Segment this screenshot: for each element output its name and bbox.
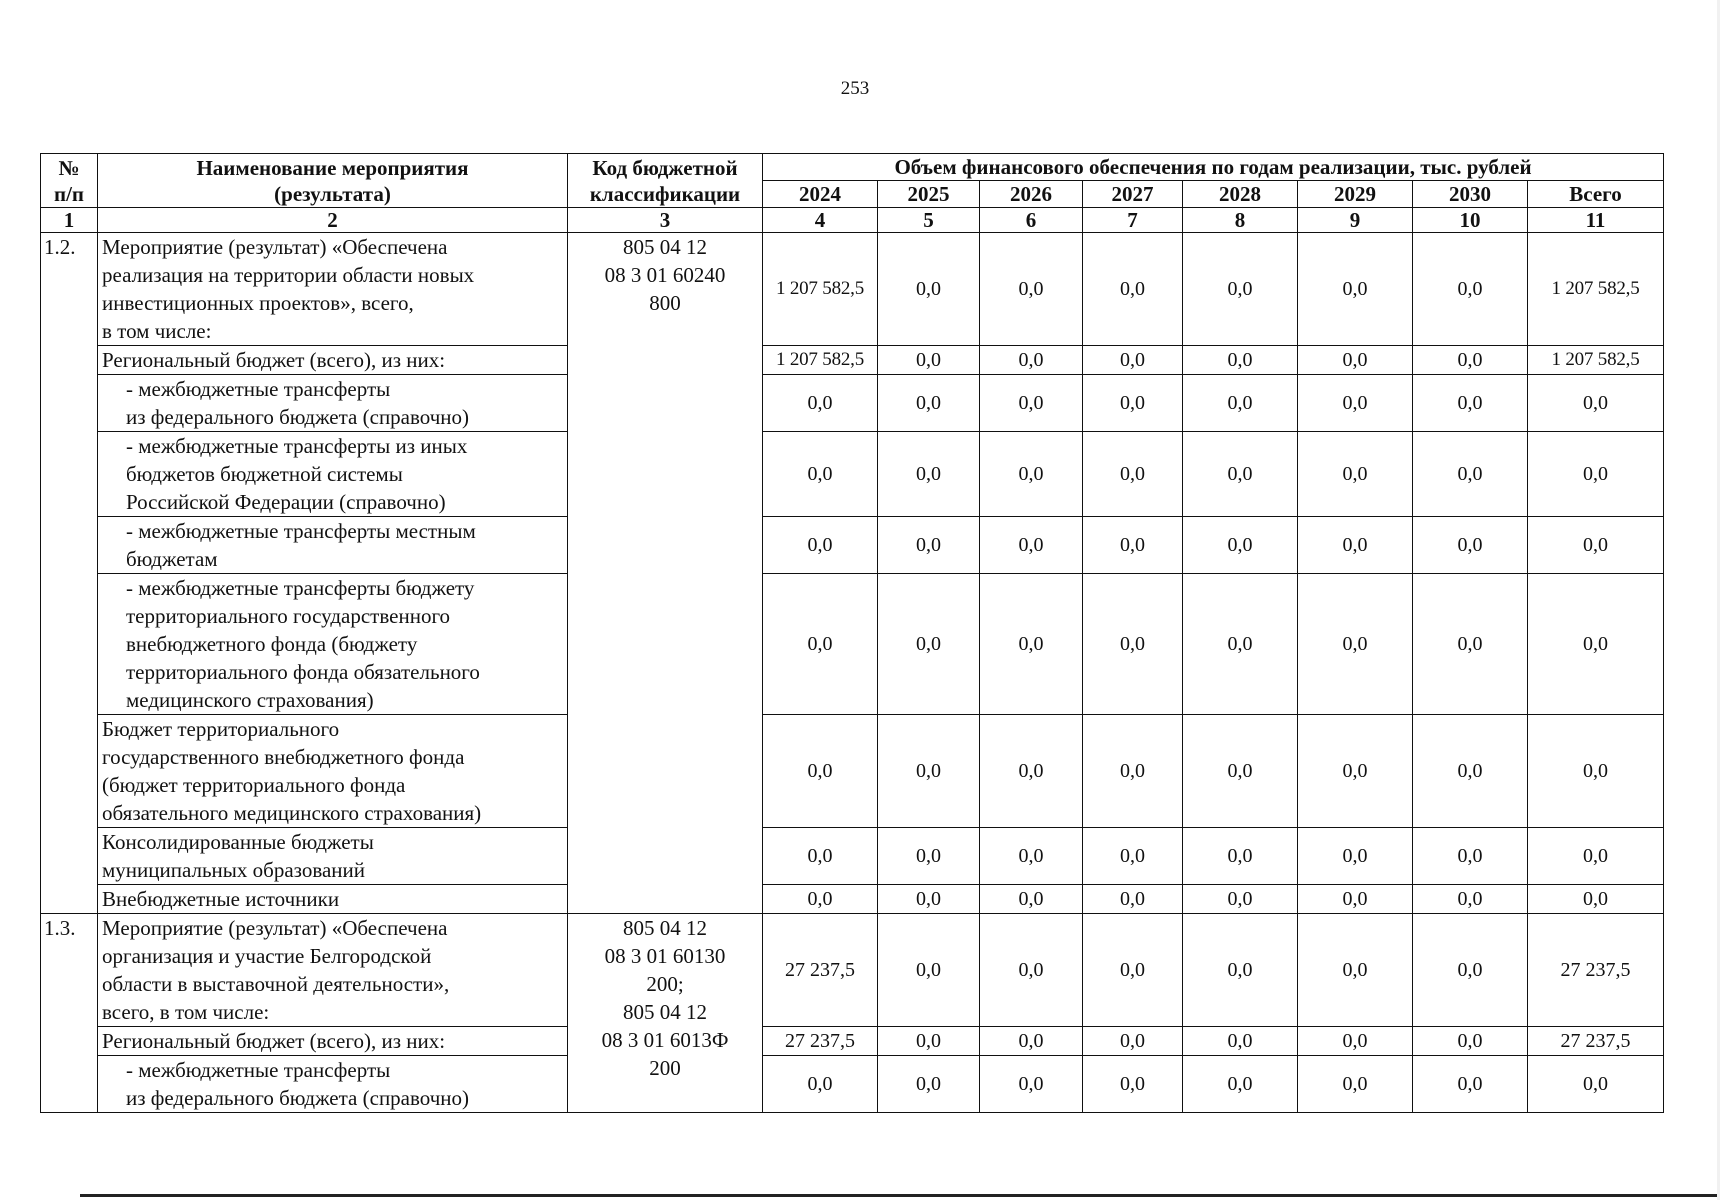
value-year-2027: 0,0 (1083, 346, 1183, 375)
header-year-11: Всего (1528, 181, 1664, 208)
value-year-2030: 0,0 (1413, 346, 1528, 375)
value-year-2026: 0,0 (980, 1056, 1083, 1113)
value-year-2026: 0,0 (980, 1027, 1083, 1056)
row-name: Мероприятие (результат) «Обеспечена реализация на территории области новых инвестиционных проектов», всего, в том числе: (98, 233, 568, 346)
value-year-2027: 0,0 (1083, 517, 1183, 574)
value-total: 27 237,5 (1528, 914, 1664, 1027)
value-year-2029: 0,0 (1298, 233, 1413, 346)
table-row (41, 233, 1664, 346)
value-year-2029: 0,0 (1298, 346, 1413, 375)
value-year-2025: 0,0 (878, 346, 980, 375)
value-year-2028: 0,0 (1183, 715, 1298, 828)
table-row (41, 715, 1664, 828)
value-year-2027: 0,0 (1083, 375, 1183, 432)
value-year-2027: 0,0 (1083, 233, 1183, 346)
header-col-index-4: 4 (763, 208, 878, 233)
value-year-2028: 0,0 (1183, 885, 1298, 914)
value-year-2024: 1 207 582,5 (763, 233, 878, 346)
value-year-2024: 0,0 (763, 574, 878, 715)
value-year-2028: 0,0 (1183, 914, 1298, 1027)
value-year-2025: 0,0 (878, 1027, 980, 1056)
row-name: - межбюджетные трансферты из федерального бюджета (справочно) (98, 375, 568, 432)
value-year-2030: 0,0 (1413, 574, 1528, 715)
value-year-2028: 0,0 (1183, 375, 1298, 432)
value-total: 0,0 (1528, 517, 1664, 574)
value-year-2024: 27 237,5 (763, 1027, 878, 1056)
value-year-2025: 0,0 (878, 574, 980, 715)
value-year-2024: 0,0 (763, 517, 878, 574)
value-year-2024: 0,0 (763, 715, 878, 828)
budget-classification-code: 805 04 12 08 3 01 60240 800 (568, 233, 763, 914)
value-year-2026: 0,0 (980, 517, 1083, 574)
value-year-2025: 0,0 (878, 885, 980, 914)
value-year-2024: 0,0 (763, 828, 878, 885)
row-name: - межбюджетные трансферты местным бюджетам (98, 517, 568, 574)
value-year-2024: 27 237,5 (763, 914, 878, 1027)
value-year-2027: 0,0 (1083, 914, 1183, 1027)
value-year-2028: 0,0 (1183, 517, 1298, 574)
value-year-2029: 0,0 (1298, 1027, 1413, 1056)
value-year-2026: 0,0 (980, 574, 1083, 715)
value-year-2025: 0,0 (878, 233, 980, 346)
header-year-7: 2027 (1083, 181, 1183, 208)
header-col-index-10: 10 (1413, 208, 1528, 233)
table-row (41, 828, 1664, 885)
value-year-2024: 1 207 582,5 (763, 346, 878, 375)
table-row (41, 574, 1664, 715)
value-year-2025: 0,0 (878, 432, 980, 517)
value-year-2029: 0,0 (1298, 885, 1413, 914)
table-row (41, 346, 1664, 375)
value-year-2028: 0,0 (1183, 1056, 1298, 1113)
value-year-2024: 0,0 (763, 885, 878, 914)
value-total: 0,0 (1528, 885, 1664, 914)
value-year-2030: 0,0 (1413, 715, 1528, 828)
value-year-2028: 0,0 (1183, 432, 1298, 517)
value-year-2026: 0,0 (980, 233, 1083, 346)
value-total: 0,0 (1528, 828, 1664, 885)
value-total: 1 207 582,5 (1528, 346, 1664, 375)
value-year-2026: 0,0 (980, 828, 1083, 885)
value-year-2027: 0,0 (1083, 715, 1183, 828)
value-year-2024: 0,0 (763, 375, 878, 432)
header-year-8: 2028 (1183, 181, 1298, 208)
event-number: 1.3. (41, 914, 98, 1113)
row-name: Внебюджетные источники (98, 885, 568, 914)
value-year-2025: 0,0 (878, 375, 980, 432)
value-total: 27 237,5 (1528, 1027, 1664, 1056)
value-year-2029: 0,0 (1298, 914, 1413, 1027)
value-year-2025: 0,0 (878, 828, 980, 885)
value-year-2028: 0,0 (1183, 1027, 1298, 1056)
value-year-2024: 0,0 (763, 432, 878, 517)
table-row (41, 375, 1664, 432)
value-total: 0,0 (1528, 375, 1664, 432)
table-row (41, 885, 1664, 914)
value-year-2028: 0,0 (1183, 828, 1298, 885)
value-year-2026: 0,0 (980, 914, 1083, 1027)
value-year-2027: 0,0 (1083, 1056, 1183, 1113)
value-year-2026: 0,0 (980, 346, 1083, 375)
value-total: 0,0 (1528, 1056, 1664, 1113)
header-col-index-7: 7 (1083, 208, 1183, 233)
value-year-2030: 0,0 (1413, 233, 1528, 346)
header-year-10: 2030 (1413, 181, 1528, 208)
header-col-index-6: 6 (980, 208, 1083, 233)
header-col-index-8: 8 (1183, 208, 1298, 233)
value-year-2030: 0,0 (1413, 828, 1528, 885)
page-number: 253 (840, 78, 870, 99)
value-year-2030: 0,0 (1413, 914, 1528, 1027)
value-total: 0,0 (1528, 574, 1664, 715)
budget-classification-code: 805 04 12 08 3 01 60130 200; 805 04 12 08 3 01 6013Ф 200 (568, 914, 763, 1113)
value-year-2028: 0,0 (1183, 233, 1298, 346)
value-year-2030: 0,0 (1413, 1027, 1528, 1056)
header-col-index-2: 2 (98, 208, 568, 233)
value-year-2029: 0,0 (1298, 375, 1413, 432)
header-col-name: Наименование мероприятия (результата) (98, 154, 568, 208)
value-year-2028: 0,0 (1183, 346, 1298, 375)
row-name: Мероприятие (результат) «Обеспечена организация и участие Белгородской области в выставочной деятельности», всего, в том числе: (98, 914, 568, 1027)
value-year-2026: 0,0 (980, 432, 1083, 517)
row-name: Региональный бюджет (всего), из них: (98, 1027, 568, 1056)
value-year-2025: 0,0 (878, 517, 980, 574)
header-col-number: № п/п (41, 154, 98, 208)
value-year-2027: 0,0 (1083, 885, 1183, 914)
table-row (41, 1027, 1664, 1056)
value-year-2025: 0,0 (878, 914, 980, 1027)
value-year-2030: 0,0 (1413, 1056, 1528, 1113)
row-name: Региональный бюджет (всего), из них: (98, 346, 568, 375)
event-number: 1.2. (41, 233, 98, 914)
header-col-index-1: 1 (41, 208, 98, 233)
value-year-2030: 0,0 (1413, 432, 1528, 517)
value-year-2026: 0,0 (980, 715, 1083, 828)
value-year-2030: 0,0 (1413, 375, 1528, 432)
header-year-9: 2029 (1298, 181, 1413, 208)
header-year-5: 2025 (878, 181, 980, 208)
value-total: 0,0 (1528, 715, 1664, 828)
value-year-2027: 0,0 (1083, 828, 1183, 885)
value-year-2029: 0,0 (1298, 828, 1413, 885)
table-row (41, 914, 1664, 1027)
value-year-2029: 0,0 (1298, 715, 1413, 828)
row-name: - межбюджетные трансферты бюджету территориального государственного внебюджетного фонда (бюджету территориального фонда обязательного медицинского страхования) (98, 574, 568, 715)
value-year-2029: 0,0 (1298, 432, 1413, 517)
value-year-2027: 0,0 (1083, 432, 1183, 517)
value-year-2027: 0,0 (1083, 1027, 1183, 1056)
value-total: 1 207 582,5 (1528, 233, 1664, 346)
financing-table (40, 153, 1664, 1113)
value-year-2030: 0,0 (1413, 885, 1528, 914)
header-col-index-11: 11 (1528, 208, 1664, 233)
page-bottom-edge (80, 1194, 1720, 1197)
table-row (41, 1056, 1664, 1113)
value-year-2024: 0,0 (763, 1056, 878, 1113)
value-year-2029: 0,0 (1298, 517, 1413, 574)
value-year-2026: 0,0 (980, 885, 1083, 914)
value-year-2025: 0,0 (878, 1056, 980, 1113)
header-col-index-3: 3 (568, 208, 763, 233)
header-col-index-9: 9 (1298, 208, 1413, 233)
value-year-2029: 0,0 (1298, 574, 1413, 715)
value-year-2027: 0,0 (1083, 574, 1183, 715)
value-year-2030: 0,0 (1413, 517, 1528, 574)
header-col-volume: Объем финансового обеспечения по годам реализации, тыс. рублей (763, 154, 1664, 181)
value-year-2026: 0,0 (980, 375, 1083, 432)
value-year-2029: 0,0 (1298, 1056, 1413, 1113)
table-row (41, 517, 1664, 574)
value-total: 0,0 (1528, 432, 1664, 517)
financing-table-wrapper (40, 153, 1664, 1113)
header-col-code: Код бюджетной классификации (568, 154, 763, 208)
header-year-4: 2024 (763, 181, 878, 208)
row-name: - межбюджетные трансферты из федерального бюджета (справочно) (98, 1056, 568, 1113)
header-year-6: 2026 (980, 181, 1083, 208)
header-col-index-5: 5 (878, 208, 980, 233)
row-name: Консолидированные бюджеты муниципальных образований (98, 828, 568, 885)
value-year-2028: 0,0 (1183, 574, 1298, 715)
row-name: Бюджет территориального государственного внебюджетного фонда (бюджет территориального фонда обязательного медицинского страхования) (98, 715, 568, 828)
row-name: - межбюджетные трансферты из иных бюджетов бюджетной системы Российской Федерации (справочно) (98, 432, 568, 517)
table-row (41, 432, 1664, 517)
value-year-2025: 0,0 (878, 715, 980, 828)
